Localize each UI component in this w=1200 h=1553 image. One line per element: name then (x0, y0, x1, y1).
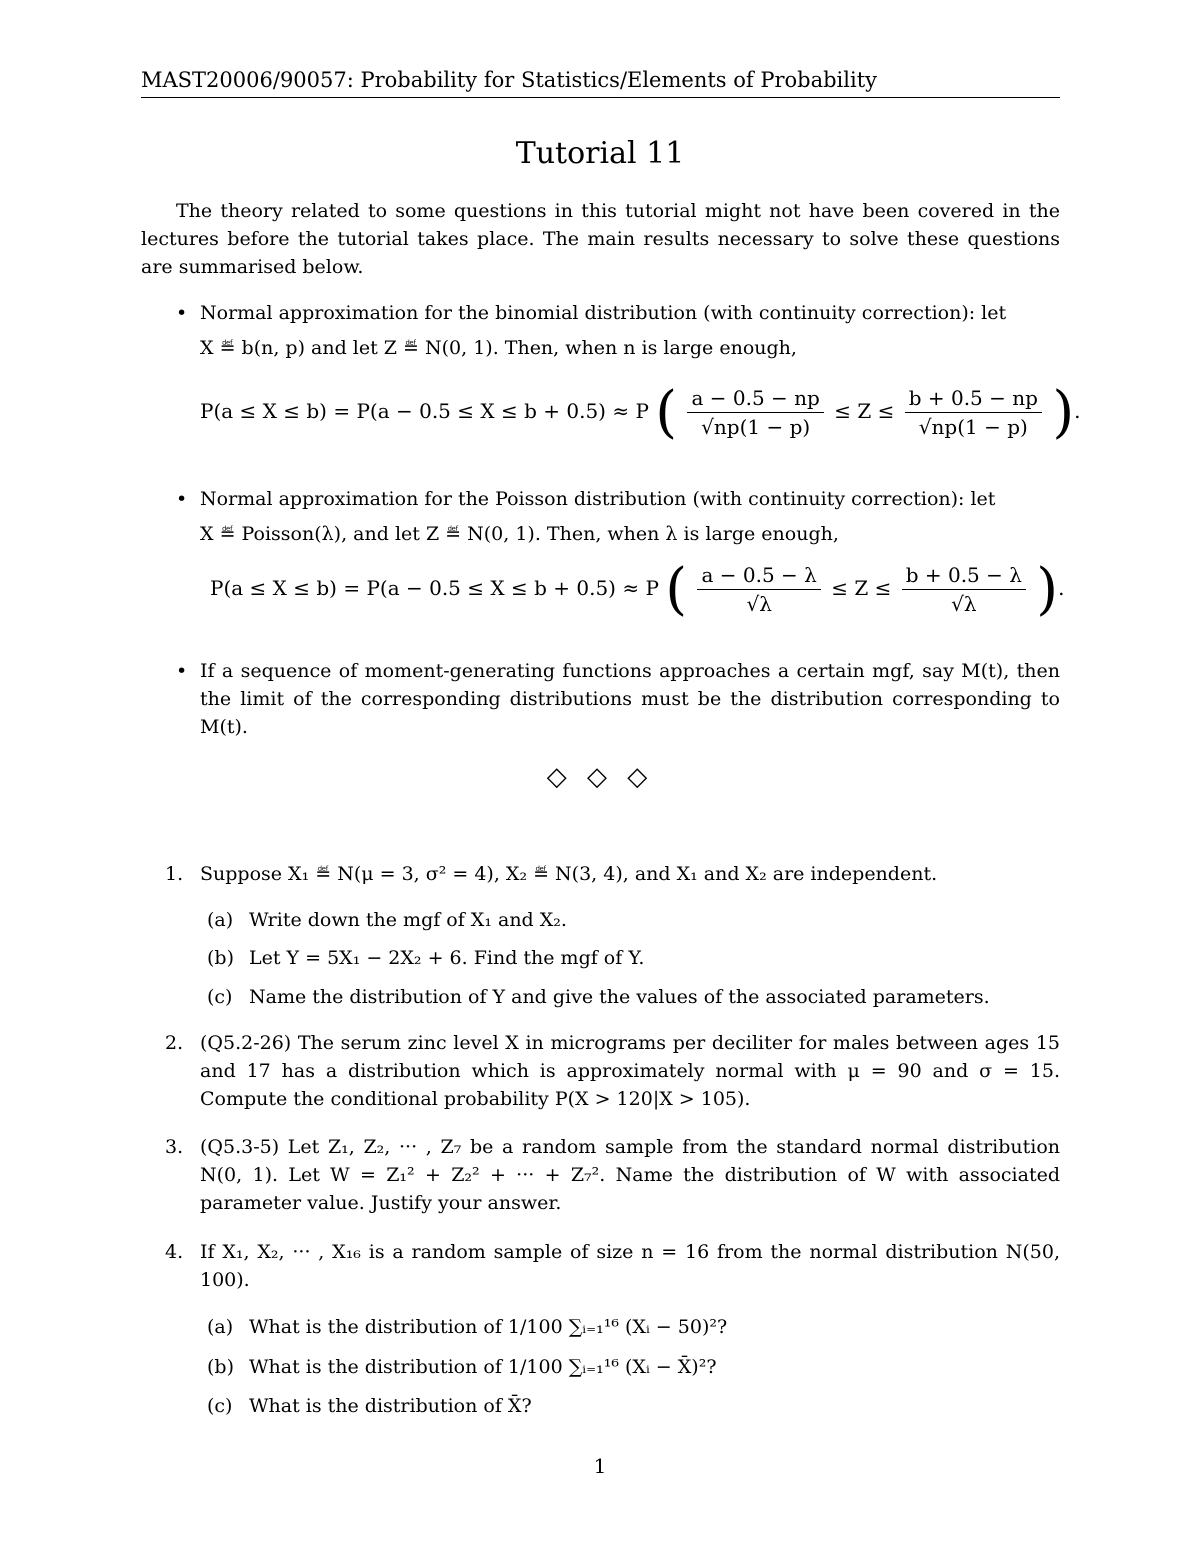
header-rule (141, 97, 1060, 98)
right-paren: ) (1036, 557, 1059, 622)
formula-left: P(a ≤ X ≤ b) = P(a − 0.5 ≤ X ≤ b + 0.5) ≈ P (210, 576, 659, 600)
bullet-marker: • (176, 302, 188, 324)
course-header: MAST20006/90057: Probability for Statistics/Elements of Probability (141, 68, 878, 92)
bullet-1-line-2: X ≝ b(n, p) and let Z ≝ N(0, 1). Then, when n is large enough, (200, 337, 797, 359)
bullet-2-line-1: Normal approximation for the Poisson distribution (with continuity correction): let (200, 488, 996, 510)
left-paren: ( (655, 380, 678, 445)
question-4b-text: What is the distribution of 1/100 ∑ᵢ₌₁¹⁶ (Xᵢ − X̄)²? (249, 1356, 717, 1378)
question-number: 1. (165, 863, 184, 885)
left-paren: ( (665, 557, 688, 622)
fraction-numerator: b + 0.5 − λ (902, 563, 1026, 590)
fraction-lower (697, 563, 820, 616)
intro-paragraph: The theory related to some questions in this tutorial might not have been covered in the lectures before the tutorial takes place. The main results necessary to solve these questions are summarised below. (141, 200, 1060, 278)
question-2-text: (Q5.2-26) The serum zinc level X in micrograms per deciliter for males between ages 15 and 17 has a distribution which is approximately normal with μ = 90 and σ = 15. Compute the conditional probability P(X > 120|X > 105). (200, 1032, 1060, 1110)
bullet-1-line-1: Normal approximation for the binomial distribution (with continuity correction): let (200, 302, 1007, 324)
fraction-lower (687, 386, 823, 439)
poisson-approx-formula: P(a ≤ X ≤ b) = P(a − 0.5 ≤ X ≤ b + 0.5) ≈ P ( $\frac{a - 0.5 - \lambda}{√\lambda}$ ≤ Z ≤ $\frac{b + 0.5 - \lambda}{√\lambda}$ ). (210, 557, 1065, 622)
fraction-numerator: b + 0.5 − np (905, 386, 1042, 413)
fraction-numerator: a − 0.5 − np (687, 386, 823, 413)
bullet-marker: • (176, 660, 188, 682)
fraction-upper (905, 386, 1042, 439)
binomial-approx-formula: P(a ≤ X ≤ b) = P(a − 0.5 ≤ X ≤ b + 0.5) ≈ P ( $\frac{a - 0.5 - np}{√np(1 - p)}$ ≤ Z ≤ $\frac{b + 0.5 - np}{√np(1 - p)}$ ). (200, 380, 1081, 445)
fraction-denominator: √λ (951, 592, 977, 616)
fraction-denominator: √np(1 − p) (918, 415, 1028, 439)
formula-middle: ≤ Z ≤ (834, 399, 895, 423)
subquestion-label: (c) (207, 986, 233, 1008)
subquestion-label: (b) (207, 1356, 234, 1378)
page-title: Tutorial 11 (515, 136, 685, 171)
page-number: 1 (593, 1454, 607, 1478)
question-4-text: If X₁, X₂, ··· , X₁₆ is a random sample of size n = 16 from the normal distribution N(50, 100). (200, 1241, 1060, 1291)
fraction-denominator: √np(1 − p) (701, 415, 811, 439)
subquestion-label: (a) (207, 1316, 234, 1338)
subquestion-label: (c) (207, 1395, 233, 1417)
question-4c-text: What is the distribution of X̄? (249, 1395, 532, 1417)
question-1b-text: Let Y = 5X₁ − 2X₂ + 6. Find the mgf of Y. (249, 947, 645, 969)
fraction-numerator: a − 0.5 − λ (697, 563, 820, 590)
bullet-3-text: If a sequence of moment-generating functions approaches a certain mgf, say M(t), then the limit of the corresponding distributions must be the distribution corresponding to M(t). (200, 660, 1060, 738)
question-1c-text: Name the distribution of Y and give the values of the associated parameters. (249, 986, 990, 1008)
formula-middle: ≤ Z ≤ (831, 576, 892, 600)
question-number: 4. (165, 1241, 184, 1263)
question-1-text: Suppose X₁ ≝ N(μ = 3, σ² = 4), X₂ ≝ N(3, 4), and X₁ and X₂ are independent. (200, 863, 938, 885)
question-3-text: (Q5.3-5) Let Z₁, Z₂, ··· , Z₇ be a random sample from the standard normal distribution N(0, 1). Let W = Z₁² + Z₂² + ··· + Z₇². Name the distribution of W with associated parameter value. Justify your answer. (200, 1136, 1060, 1214)
right-paren: ) (1052, 380, 1075, 445)
bullet-marker: • (176, 488, 188, 510)
question-1a-text: Write down the mgf of X₁ and X₂. (249, 909, 567, 931)
subquestion-label: (a) (207, 909, 234, 931)
section-divider: ◇ ◇ ◇ (546, 762, 654, 792)
subquestion-label: (b) (207, 947, 234, 969)
formula-left: P(a ≤ X ≤ b) = P(a − 0.5 ≤ X ≤ b + 0.5) ≈ P (200, 399, 649, 423)
question-number: 3. (165, 1136, 184, 1158)
fraction-upper (902, 563, 1026, 616)
bullet-2-line-2: X ≝ Poisson(λ), and let Z ≝ N(0, 1). Then, when λ is large enough, (200, 523, 839, 545)
question-number: 2. (165, 1032, 184, 1054)
fraction-denominator: √λ (746, 592, 772, 616)
question-4a-text: What is the distribution of 1/100 ∑ᵢ₌₁¹⁶ (Xᵢ − 50)²? (249, 1316, 728, 1338)
